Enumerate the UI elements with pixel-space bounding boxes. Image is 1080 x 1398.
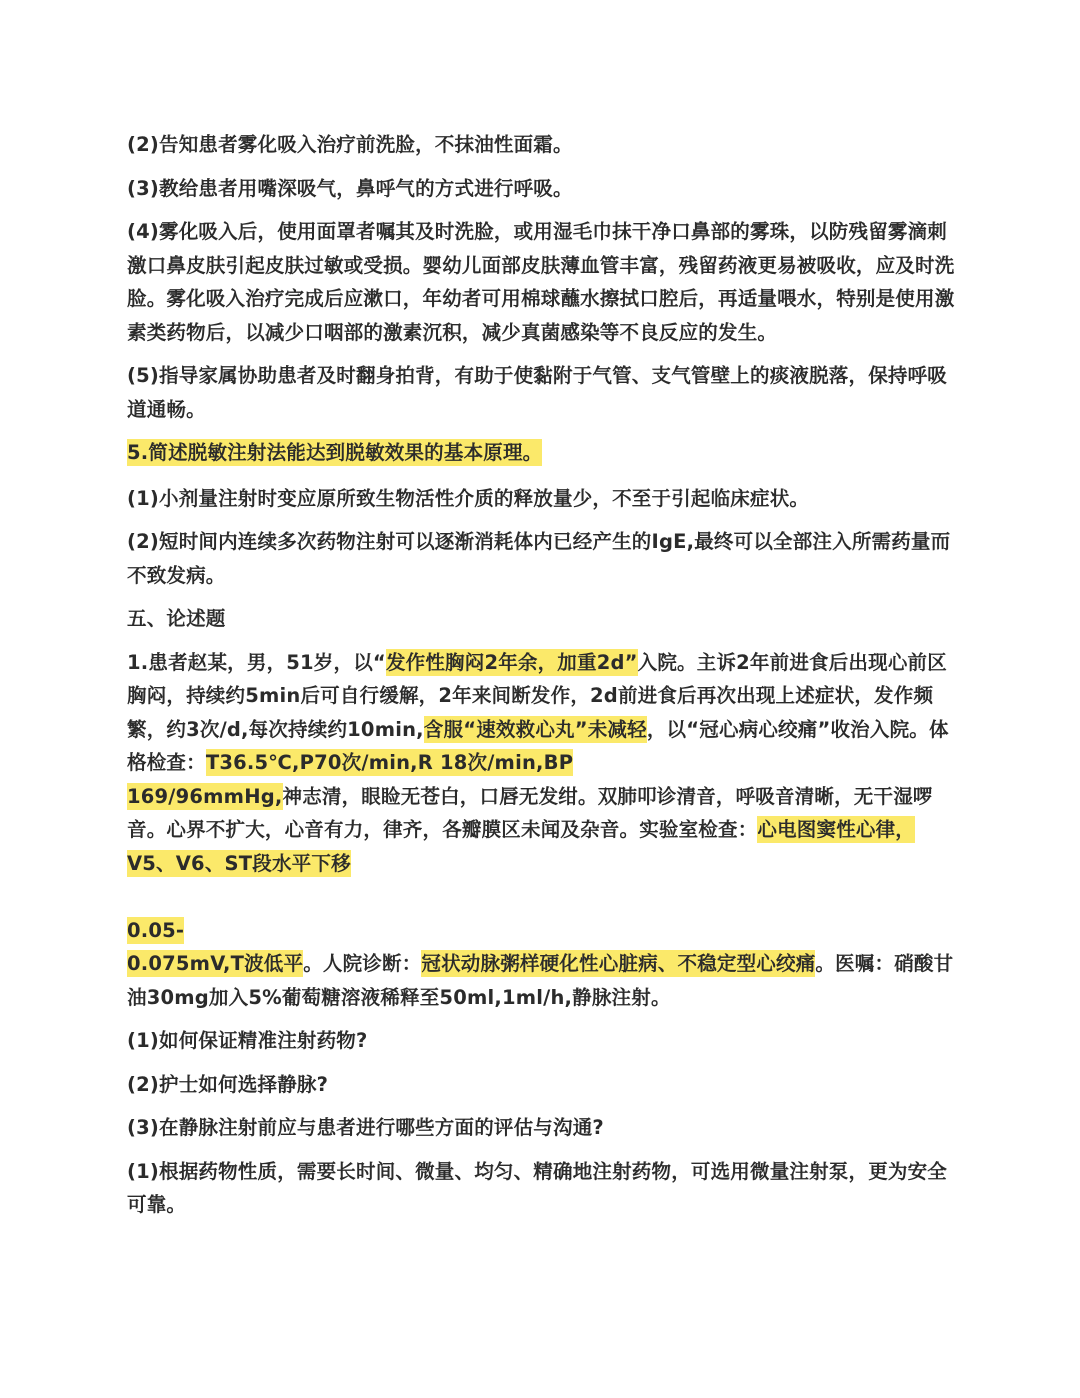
highlighted-text: 发作性胸闷2年余，加重2d” [385,650,638,674]
highlighted-text: 0.05- [127,918,185,942]
highlighted-text: T36.5℃,P70次/min,R 18次/min,BP [205,751,574,774]
case-question-3: (3)在静脉注射前应与患者进行哪些方面的评估与沟通? [127,1116,604,1139]
case-text: ，以“冠心病心绞痛”收治入院。体格检查： [127,717,949,774]
case-question-2: (2)护士如何选择静脉? [127,1072,329,1096]
question-5-heading [127,436,955,470]
case-paragraph [127,646,955,1015]
paragraph-item-4: (4)雾化吸入后，使用面罩者嘱其及时洗脸，或用湿毛巾抹干净口鼻部的雾珠，以防残留雾滴刺激口鼻皮肤引起皮肤过敏或受损。婴幼儿面部皮肤薄血管丰富，残留药液更易被吸收，应及时洗脸。雾化吸入治疗完成后应漱口，年幼者可用棉球蘸水擦拭口腔后，再适量喂水，特别是使用激素类药物后，以减少口咽部的激素沉积，减少真菌感染等不良反应的发生。 [127,220,955,344]
paragraph-item-2: (2)告知患者雾化吸入治疗前洗脸，不抹油性面霜。 [127,133,573,156]
case-text: 1.患者赵某，男，51岁，以“ [127,650,386,674]
highlighted-text: 5.简述脱敏注射法能达到脱敏效果的基本原理。 [127,441,543,464]
highlighted-text: 169/96mmHg, [127,784,283,808]
paragraph-item-3: (3)教给患者用嘴深吸气，鼻呼气的方式进行呼吸。 [127,176,573,200]
highlighted-text: 含服“速效救心丸”未减轻 [423,717,647,741]
case-question-1: (1)如何保证精准注射药物? [127,1029,368,1052]
highlighted-text: 冠状动脉粥样硬化性心脏病、不稳定型心绞痛 [421,952,816,975]
paragraph-item-5: (5)指导家属协助患者及时翻身拍背，有助于使黏附于气管、支气管壁上的痰液脱落，保持呼吸道通畅。 [127,364,947,421]
case-text: 入院。主诉2年前进食后出现心前区胸闷，持续约5min后可自行缓解，2年来间断发作，2d前进食后再次出现上述症状，发作频繁，约3次/d,每次持续约10min, [127,650,947,741]
highlighted-text: 心电图窦性心律，V5、V6、ST段水平下移 [127,818,916,875]
case-text: 神志清，眼睑无苍白，口唇无发绀。双肺叩诊清音，呼吸音清晰，无干湿啰音。心界不扩大，心音有力，律齐，各瓣膜区未闻及杂音。实验室检查： [127,784,933,841]
case-text: 。人院诊断： [303,952,422,975]
answer-item-1: (1)小剂量注射时变应原所致生物活性介质的释放量少，不至于引起临床症状。 [127,486,810,510]
document-body [127,128,955,1232]
highlighted-text: 0.075mV,T波低平 [127,952,304,975]
case-answer-1: (1)根据药物性质，需要长时间、微量、均匀、精确地注射药物，可选用微量注射泵，更为安全可靠。 [127,1159,947,1216]
answer-item-2: (2)短时间内连续多次药物注射可以逐渐消耗体内已经产生的IgE,最终可以全部注入所需药量而不致发病。 [127,530,951,587]
case-text: 。医嘱：硝酸甘油30mg加入5%葡萄糖溶液稀释至50ml,1ml/h,静脉注射。 [127,952,954,1009]
section-heading: 五、论述题 [127,607,226,630]
